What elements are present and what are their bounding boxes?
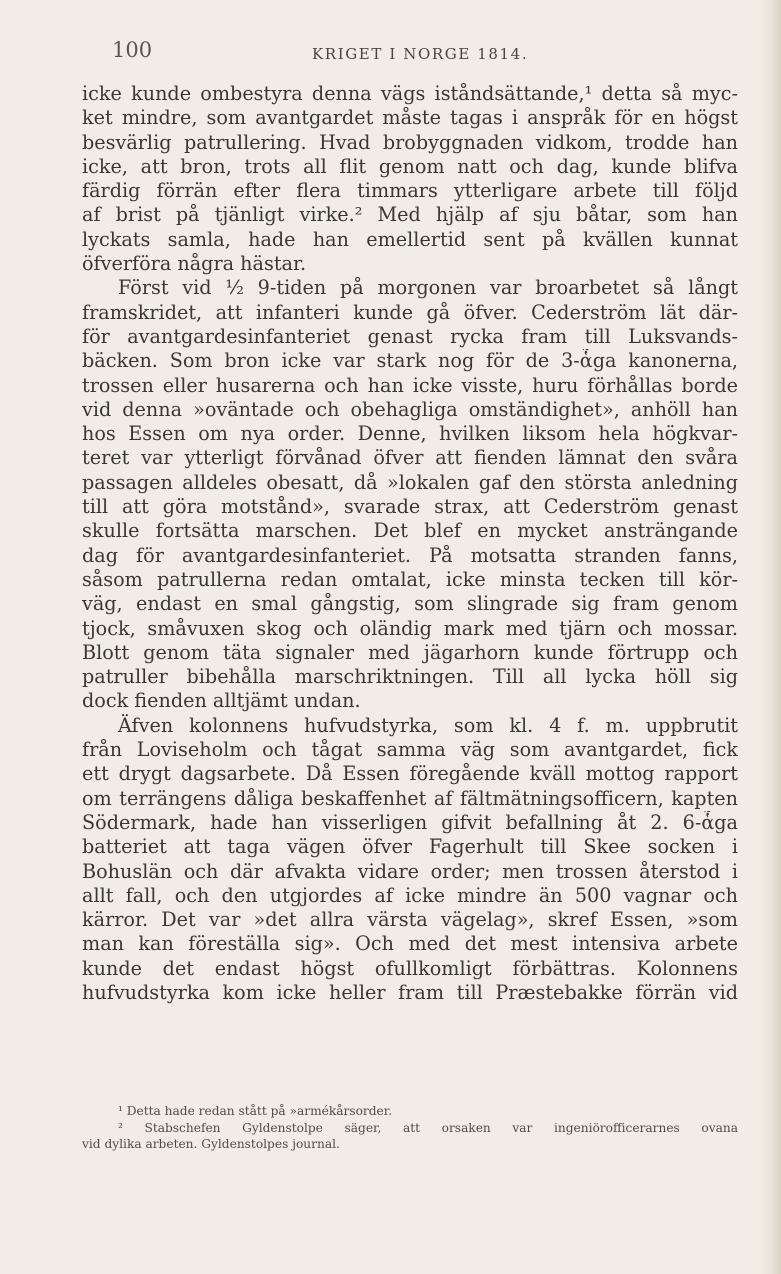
- footnote-1: ¹ Detta hade redan stått på »armékårsorder.: [118, 1104, 393, 1118]
- text-line: icke, att bron, trots all flit genom natt och dag, kunde blifva: [82, 154, 738, 178]
- text-line: till att göra motstånd», svarade strax, att Cederström genast: [82, 495, 738, 519]
- text-line: lyckats samla, hade han emellertid sent på kvällen kunnat: [82, 227, 738, 251]
- text-line: Södermark, hade han visserligen gifvit befallning åt 2. 6-ἇga: [82, 810, 738, 834]
- footnote-2: ² Stabschefen Gyldenstolpe säger, att orsaken var ingeniörofficerarnes ovana: [118, 1120, 738, 1135]
- text-line: Blott genom täta signaler med jägarhorn kunde förtrupp och: [82, 640, 738, 664]
- running-head: KRIGET I NORGE 1814.: [312, 45, 529, 63]
- body-text: [82, 82, 738, 1005]
- text-line: öfverföra några hästar.: [82, 252, 307, 276]
- text-line: om terrängens dåliga beskaffenhet af fältmätningsofficern, kapten: [82, 786, 738, 810]
- text-line: icke kunde ombestyra denna vägs iståndsättande,¹ detta så myc-: [82, 82, 738, 105]
- text-line: patruller bibehålla marschriktningen. Till all lycka höll sig: [82, 665, 738, 689]
- text-line: besvärlig patrullering. Hvad brobyggnaden vidkom, trodde han: [82, 130, 738, 154]
- text-line: dag för avantgardesinfanteriet. På motsatta stranden fanns,: [82, 543, 738, 567]
- page-gutter-shadow: [759, 0, 781, 1274]
- text-line: ett drygt dagsarbete. Då Essen föregående kväll mottog rapport: [82, 762, 738, 786]
- paragraph-start: Först vid ½ 9-tiden på morgonen var broarbetet så långt: [118, 276, 738, 300]
- text-line: af brist på tjänligt virke.² Med hjälp af sju båtar, som han: [82, 203, 738, 227]
- text-line: för avantgardesinfanteriet genast rycka fram till Luksvands-: [82, 324, 738, 348]
- text-line: framskridet, att infanteri kunde gå öfver. Cederström lät där-: [82, 300, 738, 324]
- text-line: färdig förrän efter flera timmars ytterligare arbete till följd: [82, 179, 738, 203]
- text-line: vid denna »oväntade och obehagliga omständighet», anhöll han: [82, 397, 738, 421]
- text-line: allt fall, och den utgjordes af icke mindre än 500 vagnar och: [82, 883, 738, 907]
- text-line: batteriet att taga vägen öfver Fagerhult till Skee socken i: [82, 835, 738, 859]
- text-line: ket mindre, som avantgardet måste tagas i anspråk för en högst: [82, 106, 738, 130]
- page-number: 100: [112, 38, 153, 62]
- footnote-2-continued: vid dylika arbeten. Gyldenstolpes journal.: [82, 1137, 340, 1152]
- text-line: kärror. Det var »det allra värsta vägelag», skref Essen, »som: [82, 908, 738, 932]
- paragraph-start: Äfven kolonnens hufvudstyrka, som kl. 4 f. m. uppbrutit: [118, 713, 738, 737]
- text-line: passagen alldeles obesatt, då »lokalen gaf den största anledning: [82, 470, 738, 494]
- text-line: dock fienden alltjämt undan.: [82, 689, 361, 713]
- text-line: man kan föreställa sig». Och med det mest intensiva arbete: [82, 932, 738, 956]
- text-line: från Loviseholm och tågat samma väg som avantgardet, fick: [82, 738, 738, 762]
- text-line: Bohuslän och där afvakta vidare order; men trossen återstod i: [82, 859, 738, 883]
- text-line: bäcken. Som bron icke var stark nog för de 3-ἇga kanonerna,: [82, 349, 738, 373]
- text-line: hos Essen om nya order. Denne, hvilken liksom hela högkvar-: [82, 422, 738, 446]
- text-line: trossen eller husarerna och han icke visste, huru förhållas borde: [82, 373, 738, 397]
- text-line: tjock, småvuxen skog och oländig mark med tjärn och mossar.: [82, 616, 738, 640]
- text-line: väg, endast en smal gångstig, som slingrade sig fram genom: [82, 592, 738, 616]
- footnotes: [82, 1103, 738, 1153]
- text-line: skulle fortsätta marschen. Det blef en mycket ansträngande: [82, 519, 738, 543]
- text-line: teret var ytterligt förvånad öfver att fienden lämnat den svåra: [82, 446, 738, 470]
- text-line: kunde det endast högst ofullkomligt förbättras. Kolonnens: [82, 956, 738, 980]
- page-header: [112, 38, 672, 66]
- text-line: såsom patrullerna redan omtalat, icke minsta tecken till kör-: [82, 567, 738, 591]
- text-line: hufvudstyrka kom icke heller fram till Præstebakke förrän vid: [82, 980, 738, 1004]
